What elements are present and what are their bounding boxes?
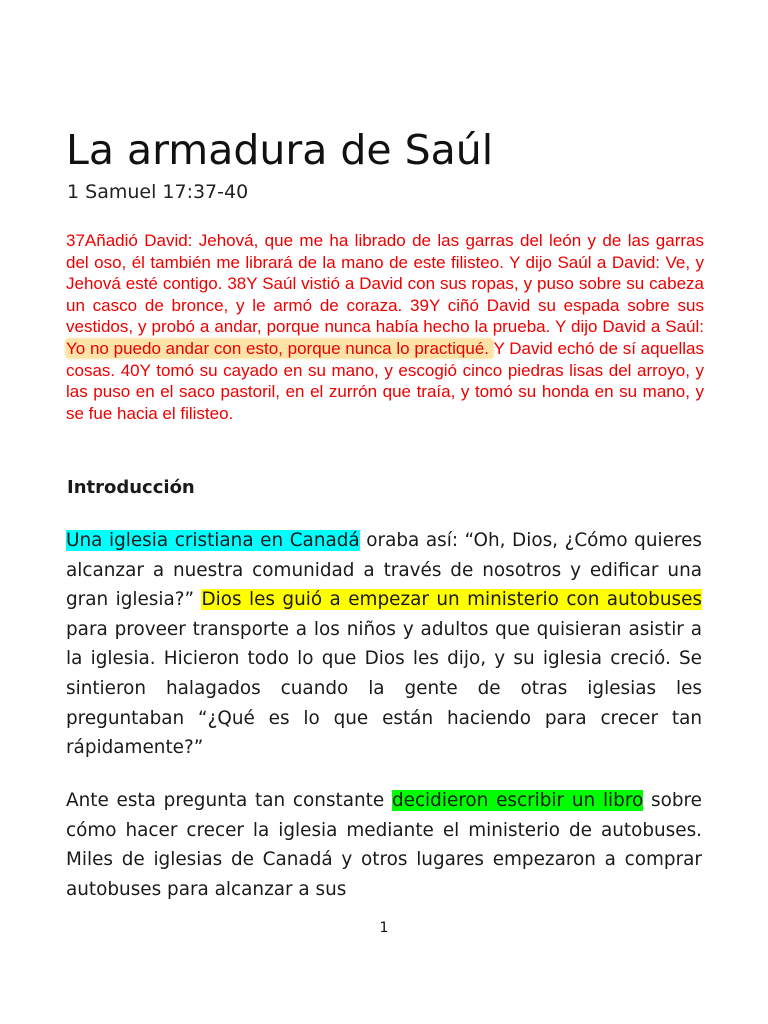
page-number: 1 bbox=[379, 920, 389, 936]
page-title: La armadura de Saúl bbox=[66, 126, 494, 174]
scripture-reference: 1 Samuel 17:37-40 bbox=[67, 181, 249, 203]
highlight-yellow: Dios les guió a empezar un ministerio con autobuses bbox=[201, 589, 702, 611]
paragraph-2-text-2: sobre cómo hacer crecer la iglesia mediante el ministerio de autobuses. Miles de iglesias de Canadá y otros lugares empezaron a comprar autobuses para alcanzar a sus bbox=[66, 790, 702, 900]
paragraph-1 bbox=[66, 526, 702, 763]
scripture-passage bbox=[66, 230, 704, 424]
scripture-text-before: 37Añadió David: Jehová, que me ha librado de las garras del león y de las garras del oso, él también me librará de la mano de este filisteo. Y dijo Saúl a David: Ve, y Jehová esté contigo. 38Y Saúl vistió a David con sus ropas, y puso sobre su cabeza un casco de bronce, y le armó de coraza. 39Y ciñó David su espada sobre sus vestidos, y probó a andar, porque nunca había hecho la prueba. Y dijo David a Saúl: bbox=[66, 231, 704, 337]
highlight-green: decidieron escribir un libro bbox=[391, 790, 644, 811]
paragraph-1-text-2: para proveer transporte a los niños y adultos que quisieran asistir a la iglesia. Hicieron todo lo que Dios les dijo, y su iglesia creció. Se sintieron halagados cuando la gente de otras iglesias les preguntaban “¿Qué es lo que están haciendo para crecer tan rápidamente?” bbox=[66, 618, 702, 759]
paragraph-2 bbox=[66, 786, 702, 904]
section-heading: Introducción bbox=[67, 477, 195, 498]
paragraph-1-text-1: oraba así: “Oh, Dios, ¿Cómo quieres alcanzar a nuestra comunidad a través de nosotros y edificar una gran iglesia?” bbox=[66, 530, 702, 611]
paragraph-2-text-1: Ante esta pregunta tan constante bbox=[66, 790, 392, 811]
scripture-text-after: Y David echó de sí aquellas cosas. 40Y tomó su cayado en su mano, y escogió cinco piedras lisas del arroyo, y las puso en el saco pastoril, en el zurrón que traía, y tomó su honda en su mano, y se fue hacia el filisteo. bbox=[66, 338, 704, 423]
scripture-highlight: Yo no puedo andar con esto, porque nunca lo practiqué. bbox=[66, 338, 494, 358]
highlight-cyan: Una iglesia cristiana en Canadá bbox=[66, 530, 360, 551]
